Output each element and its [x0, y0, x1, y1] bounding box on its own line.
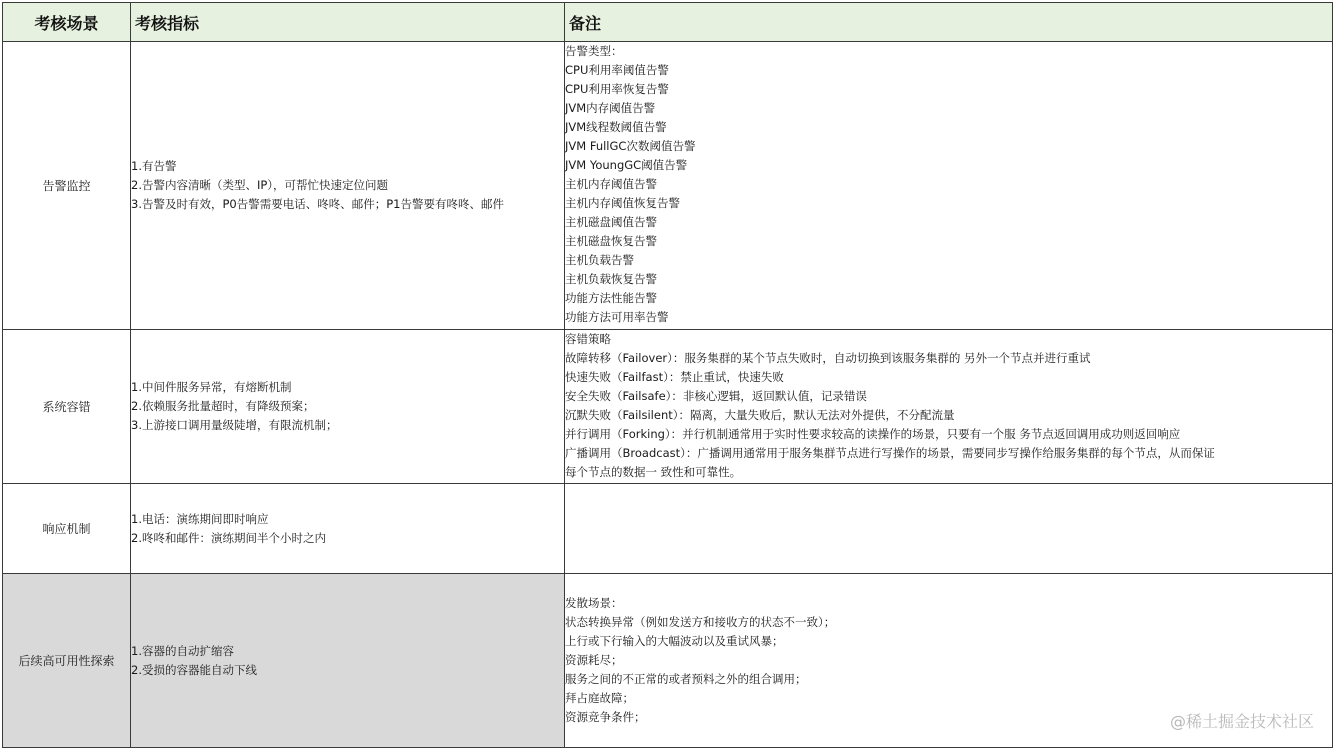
scene-cell: 系统容错 [3, 330, 131, 484]
notes-cell [565, 42, 1333, 330]
metrics-cell [131, 330, 565, 484]
note-line: 故障转移（Failover）：服务集群的某个节点失败时，自动切换到该服务集群的 另外一个节点并进行重试 [565, 351, 1091, 365]
scene-cell: 响应机制 [3, 484, 131, 574]
table-row [3, 42, 1333, 330]
header-scene: 考核场景 [3, 3, 131, 42]
metric-line: 2.告警内容清晰（类型、IP），可帮忙快速定位问题 [131, 178, 389, 192]
note-line: 发散场景： [565, 596, 623, 610]
notes-cell [565, 330, 1333, 484]
note-line: 告警类型： [565, 44, 623, 58]
metrics-cell [131, 484, 565, 574]
table-header [3, 3, 1333, 42]
metric-line: 3.告警及时有效，P0告警需要电话、咚咚、邮件；P1告警要有咚咚、邮件 [131, 197, 504, 211]
note-line: 广播调用（Broadcast）：广播调用通常用于服务集群节点进行写操作的场景，需要同步写操作给服务集群的每个节点，从而保证 [565, 446, 1215, 460]
watermark: @稀土掘金技术社区 [1169, 712, 1314, 731]
note-line: 并行调用（Forking）：并行机制通常用于实时性要求较高的读操作的场景，只要有一个服 务节点返回调用成功则返回响应 [565, 427, 1181, 441]
note-line: 每个节点的数据一 致性和可靠性。 [565, 465, 742, 479]
metric-line: 2.咚咚和邮件：演练期间半个小时之内 [131, 530, 326, 545]
note-line: 资源竞争条件； [565, 710, 646, 724]
note-line: JVM线程数阈值告警 [565, 120, 667, 134]
note-line: 快速失败（Failfast）：禁止重试，快速失败 [565, 370, 784, 384]
note-line: 功能方法性能告警 [565, 291, 657, 305]
note-line: JVM内存阈值告警 [565, 101, 656, 115]
note-line: 拜占庭故障； [565, 691, 634, 705]
assessment-table [2, 2, 1333, 748]
metric-line: 1.容器的自动扩缩容 [131, 643, 234, 658]
metric-line: 2.依赖服务批量超时，有降级预案； [131, 399, 315, 413]
table-row [3, 484, 1333, 574]
note-line: 沉默失败（Failsilent）：隔离，大量失败后，默认无法对外提供，不分配流量 [565, 408, 955, 422]
metric-line: 3.上游接口调用量级陡增，有限流机制； [131, 418, 338, 432]
note-line: 安全失败（Failsafe）：非核心逻辑，返回默认值，记录错误 [565, 389, 867, 403]
note-line: 功能方法可用率告警 [565, 310, 669, 324]
metric-line: 1.中间件服务异常，有熔断机制 [131, 380, 292, 394]
scene-cell: 后续高可用性探索 [3, 574, 131, 748]
notes-cell [565, 484, 1333, 574]
metric-line: 1.电话：演练期间即时响应 [131, 511, 269, 526]
note-line: 主机负载恢复告警 [565, 272, 657, 286]
note-line: 资源耗尽； [565, 653, 623, 667]
note-line: 状态转换异常（例如发送方和接收方的状态不一致）； [565, 615, 836, 629]
note-line: 主机磁盘恢复告警 [565, 234, 657, 248]
metrics-cell [131, 42, 565, 330]
note-line: 主机内存阈值告警 [565, 177, 657, 191]
note-line: 主机内存阈值恢复告警 [565, 196, 680, 210]
note-line: JVM YoungGC阈值告警 [565, 158, 688, 172]
header-notes: 备注 [565, 3, 1333, 42]
note-line: 主机磁盘阈值告警 [565, 215, 657, 229]
header-metrics: 考核指标 [131, 3, 565, 42]
note-line: CPU利用率阈值告警 [565, 63, 669, 77]
metrics-cell [131, 574, 565, 748]
metric-line: 2.受损的容器能自动下线 [131, 662, 257, 677]
note-line: 上行或下行输入的大幅波动以及重试风暴； [565, 634, 784, 648]
metric-line: 1.有告警 [131, 159, 177, 173]
table-row [3, 574, 1333, 748]
scene-cell: 告警监控 [3, 42, 131, 330]
note-line: CPU利用率恢复告警 [565, 82, 669, 96]
note-line: 主机负载告警 [565, 253, 634, 267]
note-line: JVM FullGC次数阈值告警 [565, 139, 696, 153]
note-line: 容错策略 [565, 332, 611, 346]
table-row [3, 330, 1333, 484]
note-line: 服务之间的不正常的或者预料之外的组合调用； [565, 672, 807, 686]
